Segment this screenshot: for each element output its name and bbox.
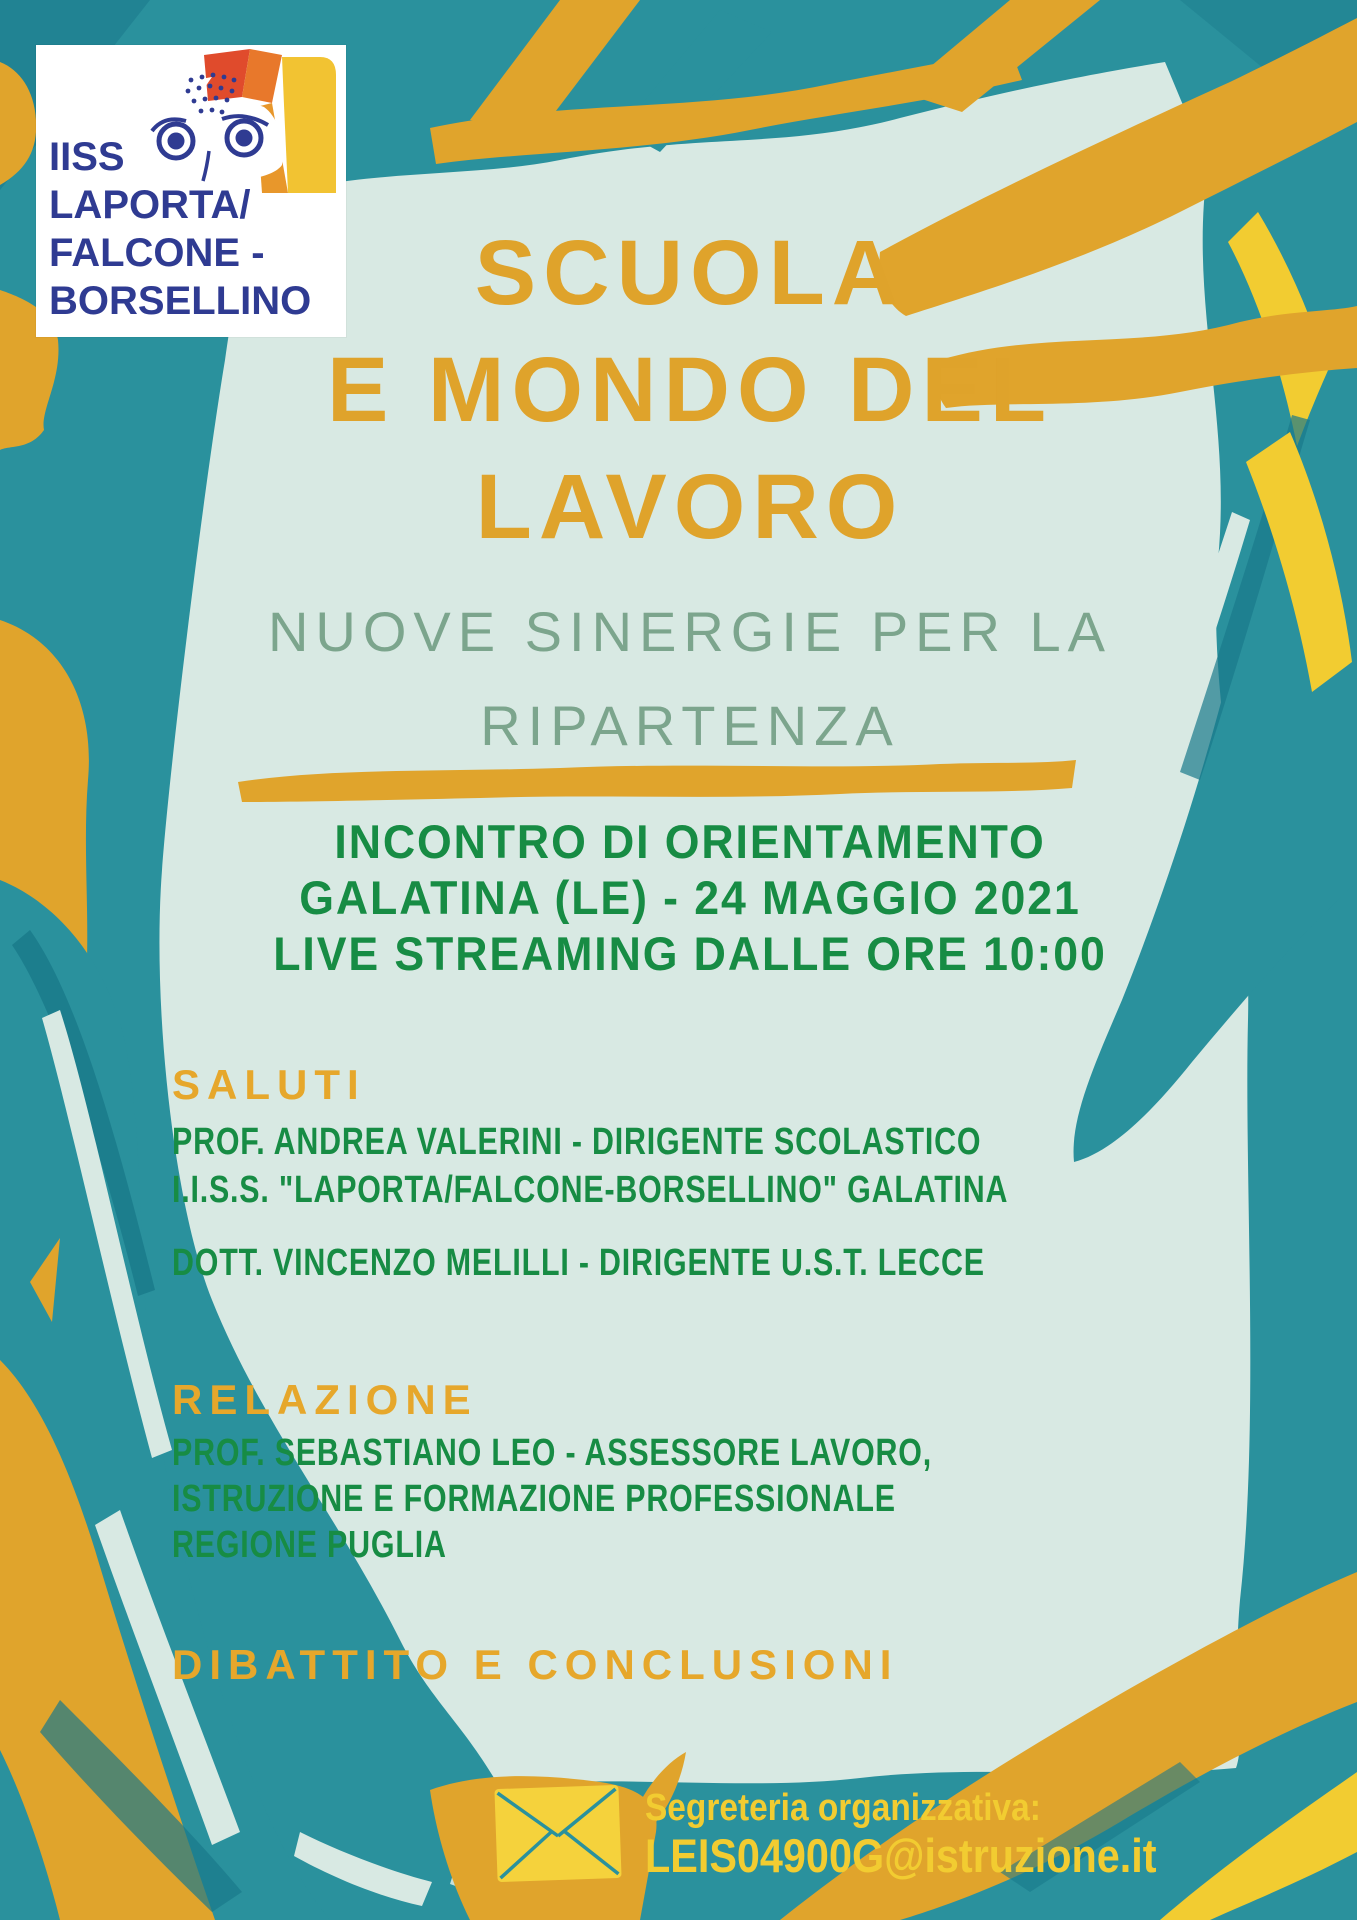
- section-heading-dibattito: DIBATTITO E CONCLUSIONI: [172, 1641, 899, 1688]
- envelope-icon: [493, 1784, 622, 1883]
- section-heading-saluti: SALUTI: [172, 1061, 366, 1108]
- logo-line: IISS: [49, 135, 125, 179]
- section-line: I.I.S.S. "LAPORTA/FALCONE-BORSELLINO" GALATINA: [172, 1169, 1009, 1211]
- subtitle-line: RIPARTENZA: [480, 694, 900, 757]
- logo-line: FALCONE -: [49, 231, 265, 275]
- footer-label: Segreteria organizzativa:: [645, 1787, 1041, 1829]
- poster-subtitle: [100, 585, 1280, 773]
- section-line: ISTRUZIONE E FORMAZIONE PROFESSIONALE: [172, 1478, 896, 1520]
- title-line: SCUOLA: [474, 222, 906, 324]
- title-line: E MONDO DEL: [326, 339, 1054, 441]
- event-line: GALATINA (LE) - 24 MAGGIO 2021: [299, 871, 1081, 924]
- event-line: INCONTRO DI ORIENTAMENTO: [334, 815, 1046, 868]
- logo-line: LAPORTA/: [49, 183, 251, 227]
- section-heading-relazione: RELAZIONE: [172, 1376, 478, 1423]
- logo-line: BORSELLINO: [49, 279, 312, 323]
- poster-title: [100, 215, 1280, 566]
- section-line: REGIONE PUGLIA: [172, 1524, 447, 1566]
- section-line: DOTT. VINCENZO MELILLI - DIRIGENTE U.S.T. LECCE: [172, 1242, 985, 1284]
- section-line: PROF. SEBASTIANO LEO - ASSESSORE LAVORO,: [172, 1432, 932, 1474]
- event-line: LIVE STREAMING DALLE ORE 10:00: [273, 927, 1107, 980]
- section-line: PROF. ANDREA VALERINI - DIRIGENTE SCOLASTICO: [172, 1121, 982, 1163]
- subtitle-line: NUOVE SINERGIE PER LA: [267, 600, 1113, 663]
- event-info: [130, 814, 1251, 982]
- footer-email: LEIS04900G@istruzione.it: [645, 1829, 1157, 1882]
- footer-contact: [645, 1786, 1226, 1882]
- title-line: LAVORO: [475, 456, 905, 558]
